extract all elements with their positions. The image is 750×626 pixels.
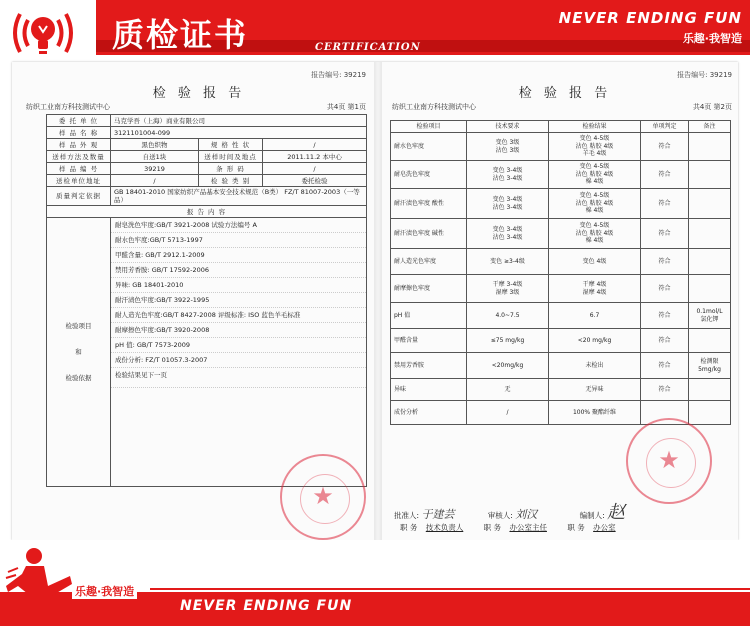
table-row xyxy=(391,275,731,303)
cell-req: 变色 3-4级 沾色 3-4级 xyxy=(467,219,549,249)
reviewer-signature: 刘汉 xyxy=(515,508,538,521)
footer-spacer xyxy=(0,540,750,580)
client-label: 委 托 单 位 xyxy=(47,115,111,127)
content-line: 检验结果见下一页 xyxy=(111,368,366,388)
header-logo-area xyxy=(0,0,96,68)
cell-result: 6.7 xyxy=(549,303,641,329)
content-line: 耐汗渍色牢度:GB/T 3922-1995 xyxy=(111,293,366,308)
duty-value: 技术负责人 xyxy=(425,523,464,532)
cell-item: 耐汗渍色牢度 碱性 xyxy=(391,219,467,249)
table-row xyxy=(391,219,731,249)
seal-star-icon: ★ xyxy=(658,446,680,474)
footer-slogan: NEVER ENDING FUN xyxy=(180,598,353,614)
reviewer-label: 审核人: xyxy=(487,511,513,520)
cell-verdict: 符合 xyxy=(641,133,689,161)
report-content-heading: 报 告 内 容 xyxy=(47,206,367,218)
editor-label: 编制人: xyxy=(579,511,605,520)
content-line: pH 值: GB/T 7573-2009 xyxy=(111,338,366,353)
table-row xyxy=(391,379,731,401)
cell-verdict: 符合 xyxy=(641,161,689,189)
table-row xyxy=(391,161,731,189)
report-title: 检 验 报 告 xyxy=(152,86,246,101)
content-line: 成份分析: FZ/T 01057.3-2007 xyxy=(111,353,366,368)
test-type-label: 检 验 类 别 xyxy=(199,175,263,187)
cell-req: 变色 3级 沾色 3级 xyxy=(467,133,549,161)
cell-result: 变色 4-5级 沾色 粘胶 4级 棉 4级 xyxy=(549,189,641,219)
cell-verdict: 符合 xyxy=(641,275,689,303)
table-row xyxy=(391,133,731,161)
approver-label: 批准人: xyxy=(394,511,420,520)
cell-note: 0.1mol/L 氯化钾 xyxy=(689,303,731,329)
date-place-value: 2011.11.2 本中心 xyxy=(263,151,367,163)
footer-rule xyxy=(150,588,750,590)
method-value: 自送1块 xyxy=(111,151,199,163)
org-name: 纺织工业南方科技测试中心 xyxy=(392,103,476,111)
duty-label: 职 务 xyxy=(400,523,418,532)
cell-verdict: 符合 xyxy=(641,379,689,401)
cell-item: 耐人造光色牢度 xyxy=(391,249,467,275)
cell-verdict: 符合 xyxy=(641,219,689,249)
cell-req: / xyxy=(467,401,549,425)
report-number: 报告编号: 39219 xyxy=(311,71,366,79)
cell-result: 变色 4-5级 沾色 粘胶 4级 羊毛 4级 xyxy=(549,133,641,161)
table-row xyxy=(391,353,731,379)
cell-result: 变色 4级 xyxy=(549,249,641,275)
cell-verdict: 符合 xyxy=(641,189,689,219)
cell-verdict: 符合 xyxy=(641,329,689,353)
footer-brand: 乐趣·我智造 xyxy=(72,583,137,599)
cell-note xyxy=(689,329,731,353)
report-page-2 xyxy=(390,62,740,540)
items-label-line-1: 检验项目 xyxy=(65,322,92,330)
cell-verdict: 符合 xyxy=(641,353,689,379)
cell-req: 无 xyxy=(467,379,549,401)
col-verdict: 单项判定 xyxy=(641,121,689,133)
appearance-label: 样 品 外 观 xyxy=(47,139,111,151)
page-title: 质检证书 xyxy=(112,16,249,54)
report-content-list xyxy=(111,218,367,487)
col-result: 检验结果 xyxy=(549,121,641,133)
kicking-figure-icon xyxy=(4,542,74,626)
official-seal-stamp xyxy=(280,454,366,540)
lightbulb-broadcast-icon xyxy=(8,4,78,62)
content-line: 甲醛含量: GB/T 2912.1-2009 xyxy=(111,248,366,263)
client-address-label: 送检单位地址 xyxy=(47,175,111,187)
cell-result: 干摩 4级 湿摩 4级 xyxy=(549,275,641,303)
client-address-value: / xyxy=(111,175,199,187)
cell-item: 甲醛含量 xyxy=(391,329,467,353)
results-table xyxy=(390,120,731,425)
certification-label: CERTIFICATION xyxy=(315,42,421,53)
approver-signature: 于建芸 xyxy=(421,508,455,521)
content-line: 耐人造光色牢度:GB/T 8427-2008 评级标准: ISO 蓝色羊毛标准 xyxy=(111,308,366,323)
cell-note xyxy=(689,161,731,189)
seal-star-icon: ★ xyxy=(312,482,334,510)
barcode-value: / xyxy=(263,163,367,175)
cell-req: <20mg/kg xyxy=(467,353,549,379)
report-paper xyxy=(12,62,738,540)
cell-note xyxy=(689,133,731,161)
cell-req: 干摩 3-4级 湿摩 3级 xyxy=(467,275,549,303)
duty-value: 办公室 xyxy=(593,523,616,532)
cell-req: 变色 3-4级 沾色 3-4级 xyxy=(467,189,549,219)
cell-note xyxy=(689,189,731,219)
cell-result: 变色 4-5级 沾色 粘胶 4级 棉 4级 xyxy=(549,161,641,189)
cell-req: ≤75 mg/kg xyxy=(467,329,549,353)
cell-item: 耐摩擦色牢度 xyxy=(391,275,467,303)
cell-result: 未检出 xyxy=(549,353,641,379)
sample-name-label: 样 品 名 称 xyxy=(47,127,111,139)
cell-result: 无异味 xyxy=(549,379,641,401)
cell-note xyxy=(689,249,731,275)
header-brand: 乐趣·我智造 xyxy=(682,32,742,45)
cell-note xyxy=(689,275,731,303)
cell-item: 耐汗渍色牢度 酸性 xyxy=(391,189,467,219)
cell-item: pH 值 xyxy=(391,303,467,329)
cell-note xyxy=(689,219,731,249)
cell-note xyxy=(689,379,731,401)
date-place-label: 送样时间及地点 xyxy=(199,151,263,163)
cell-note xyxy=(689,401,731,425)
content-line: 禁用芳香胺: GB/T 17592-2006 xyxy=(111,263,366,278)
cell-result: <20 mg/kg xyxy=(549,329,641,353)
cell-item: 耐皂洗色牢度 xyxy=(391,161,467,189)
method-label: 送样方法及数量 xyxy=(47,151,111,163)
spec-label: 规 格 性 状 xyxy=(199,139,263,151)
col-item: 检验项目 xyxy=(391,121,467,133)
duty-label: 职 务 xyxy=(567,523,585,532)
signature-row xyxy=(390,498,730,524)
content-line: 耐水色牢度:GB/T 5713-1997 xyxy=(111,233,366,248)
table-row xyxy=(391,189,731,219)
content-line: 异味: GB 18401-2010 xyxy=(111,278,366,293)
content-line: 耐皂洗色牢度:GB/T 3921-2008 试验方法编号 A xyxy=(111,218,366,233)
standard-label: 质量判定依据 xyxy=(47,187,111,206)
org-name: 纺织工业南方科技测试中心 xyxy=(26,103,110,111)
cell-req: 4.0~7.5 xyxy=(467,303,549,329)
duty-row xyxy=(400,522,730,533)
cell-item: 异味 xyxy=(391,379,467,401)
results-header-row xyxy=(391,121,731,133)
client-value: 马克学吾（上海）商业有限公司 xyxy=(111,115,367,127)
barcode-label: 条 形 码 xyxy=(199,163,263,175)
content-line: 耐摩擦色牢度:GB/T 3920-2008 xyxy=(111,323,366,338)
official-seal-stamp xyxy=(626,418,712,504)
items-label-line-3: 检验依据 xyxy=(65,374,92,382)
table-row xyxy=(391,329,731,353)
col-note: 备注 xyxy=(689,121,731,133)
report-title: 检 验 报 告 xyxy=(518,86,612,101)
col-requirement: 技术要求 xyxy=(467,121,549,133)
table-row xyxy=(391,249,731,275)
report-page-1 xyxy=(24,62,374,540)
sample-no-label: 样 品 编 号 xyxy=(47,163,111,175)
page-info: 共4页 第1页 xyxy=(326,103,366,111)
appearance-value: 黑色织物 xyxy=(111,139,199,151)
spec-value: / xyxy=(263,139,367,151)
table-row xyxy=(391,303,731,329)
test-type-value: 委托检验 xyxy=(263,175,367,187)
standard-value: GB 18401-2010 国家纺织产品基本安全技术规范（B类） FZ/T 81007-2003（一等品） xyxy=(111,187,367,206)
cell-item: 禁用芳香胺 xyxy=(391,353,467,379)
duty-label: 职 务 xyxy=(483,523,502,532)
items-label-line-2: 和 xyxy=(75,348,82,356)
report-number: 报告编号: 39219 xyxy=(677,71,732,79)
cell-item: 耐水色牢度 xyxy=(391,133,467,161)
editor-signature: 赵 xyxy=(607,502,626,523)
items-label-cell xyxy=(47,218,111,487)
sample-name-value: 3121101004-099 xyxy=(111,127,367,139)
cell-result: 100% 聚酯纤维 xyxy=(549,401,641,425)
cell-note: 检测限 5mg/kg xyxy=(689,353,731,379)
cell-req: 变色 ≥3-4级 xyxy=(467,249,549,275)
cell-verdict: 符合 xyxy=(641,249,689,275)
cell-item: 成份分析 xyxy=(391,401,467,425)
page-info: 共4页 第2页 xyxy=(692,103,732,111)
header-slogan: NEVER ENDING FUN xyxy=(558,9,742,27)
page-gutter xyxy=(374,62,382,540)
sample-no-value: 39219 xyxy=(111,163,199,175)
cell-result: 变色 4-5级 沾色 粘胶 4级 棉 4级 xyxy=(549,219,641,249)
cell-verdict: 符合 xyxy=(641,303,689,329)
duty-value: 办公室主任 xyxy=(509,523,547,532)
cell-req: 变色 3-4级 沾色 3-4级 xyxy=(467,161,549,189)
info-table xyxy=(46,114,367,487)
